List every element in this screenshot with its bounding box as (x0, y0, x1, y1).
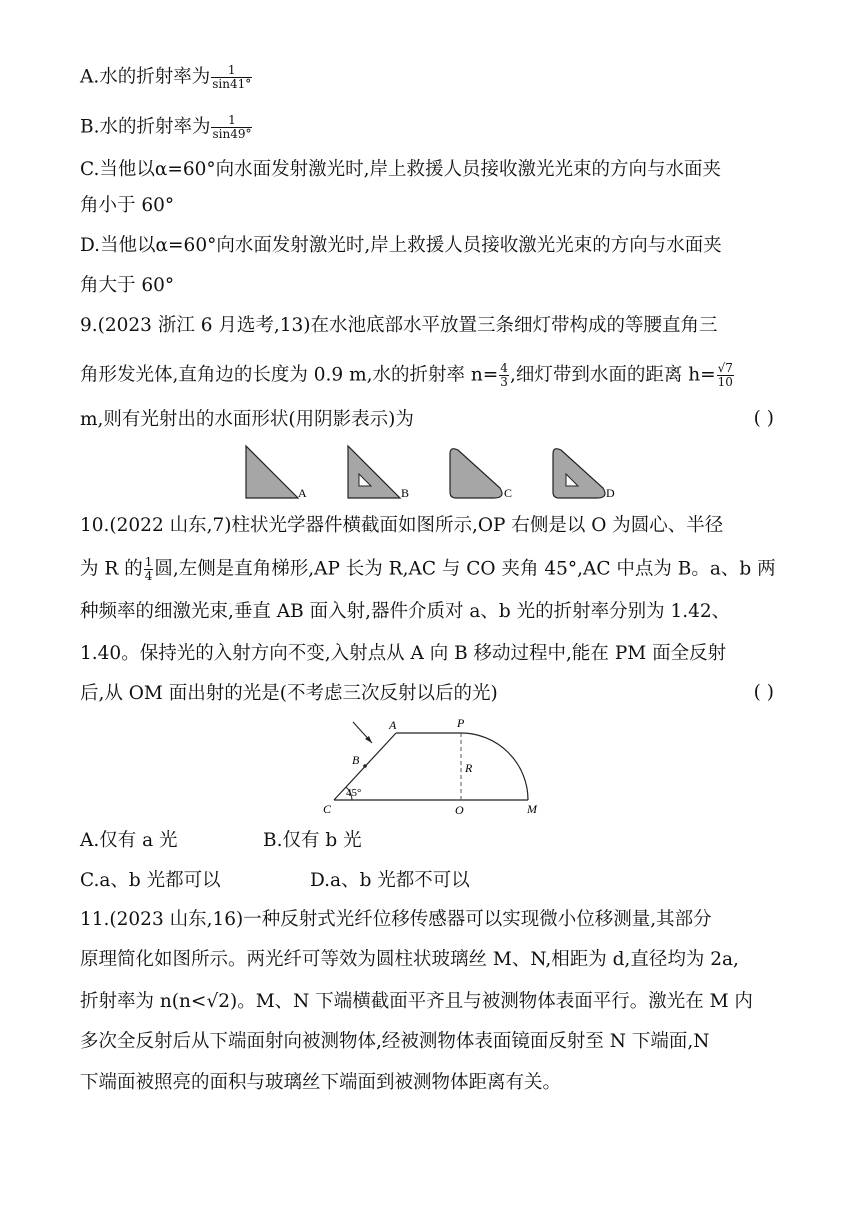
q9-shape-b (348, 446, 400, 498)
q10-label-a: A (389, 718, 397, 732)
q10-point-b (363, 764, 367, 768)
q11-line3: 折射率为 n(n<√2)。M、N 下端横截面平齐且与被测物体表面平行。激光在 M 内 (80, 991, 753, 1012)
q9-label-d: D (606, 486, 615, 500)
q9-line1: 9.(2023 浙江 6 月选考,13)在水池底部水平放置三条细灯带构成的等腰直角三 (80, 315, 718, 336)
q9-shape-d (553, 449, 605, 498)
q10-angle-label: 45° (346, 787, 362, 799)
q11-line4: 多次全反射后从下端面射向被测物体,经被测物体表面镜面反射至 N 下端面,N (80, 1031, 710, 1052)
q9-figure-options (236, 440, 626, 504)
q8-option-b (80, 114, 253, 141)
q10-line4: 1.40。保持光的入射方向不变,入射点从 A 向 B 移动过程中,能在 PM 面全反射 (80, 643, 727, 664)
q10-label-o: O (455, 803, 464, 817)
q9-h-fraction: $\frac{√7}{10}$ (717, 361, 733, 389)
q10-label-m: M (527, 802, 537, 816)
q11-line2: 原理简化如图所示。两光纤可等效为圆柱状玻璃丝 M、N,相距为 d,直径均为 2a, (80, 949, 739, 970)
q8-option-a-text: A.水的折射率为 (80, 66, 211, 88)
q8-option-d-line2: 角大于 60° (80, 275, 175, 296)
q9-n-fraction: $\frac{4}{3}$ (500, 361, 508, 389)
q10-answer-paren: ( ) (753, 682, 774, 703)
q9-shape-a (246, 446, 298, 498)
q8-option-d-line1: D.当他以α=60°向水面发射激光时,岸上救援人员接收激光光束的方向与水面夹 (80, 235, 722, 256)
q9-label-a: A (298, 486, 307, 500)
q9-label-c: C (504, 486, 513, 500)
q9-line3: m,则有光射出的水面形状(用阴影表示)为 (80, 409, 414, 430)
q9-answer-paren: ( ) (753, 408, 774, 429)
q10-option-c: C.a、b 光都可以 (80, 870, 221, 891)
q9-line2: 角形发光体,直角边的长度为 0.9 m,水的折射率 n= $\frac{4}{3}$ ,细灯带到水面的距离 h= $\frac{√7}{10}$ (80, 361, 733, 389)
q10-option-d: D.a、b 光都不可以 (310, 870, 470, 891)
q10-line2: 为 R 的 $\frac{1}{4}$ 圆,左侧是直角梯形,AP 长为 R,AC 与 CO 夹角 45°,AC 中点为 B。a、b 两 (80, 555, 776, 583)
q10-label-p: P (457, 716, 465, 730)
q8-option-a (80, 64, 253, 91)
q10-line3: 种频率的细激光束,垂直 AB 面入射,器件介质对 a、b 光的折射率分别为 1.42、 (80, 601, 731, 622)
q10-option-b: B.仅有 b 光 (263, 830, 362, 851)
q8-option-b-text: B.水的折射率为 (80, 116, 211, 138)
q10-label-c: C (323, 802, 332, 816)
q8-option-c-line2: 角小于 60° (80, 195, 175, 216)
q9-shape-c (450, 449, 502, 498)
q8-option-a-fraction: $\frac{1}{\sin 41^\circ}$ (212, 63, 252, 91)
q8-option-c-line1: C.当他以α=60°向水面发射激光时,岸上救援人员接收激光光束的方向与水面夹 (80, 159, 722, 180)
q10-line5: 后,从 OM 面出射的光是(不考虑三次反射以后的光) (80, 683, 498, 704)
q11-line5: 下端面被照亮的面积与玻璃丝下端面到被测物体距离有关。 (80, 1072, 562, 1093)
q8-option-b-fraction: $\frac{1}{\sin 49^\circ}$ (212, 113, 252, 141)
q10-option-a: A.仅有 a 光 (80, 830, 178, 851)
q10-line1: 10.(2022 山东,7)柱状光学器件横截面如图所示,OP 右侧是以 O 为圆心、半径 (80, 515, 724, 536)
q10-quarter-fraction: $\frac{1}{4}$ (144, 555, 153, 583)
q11-sqrt2: √2 (206, 991, 230, 1012)
q10-label-b: B (352, 753, 360, 767)
q10-label-r: R (465, 761, 473, 775)
q11-line1: 11.(2023 山东,16)一种反射式光纤位移传感器可以实现微小位移测量,其部分 (80, 909, 712, 930)
q10-optical-device-figure (310, 712, 550, 822)
q9-label-b: B (401, 486, 410, 500)
